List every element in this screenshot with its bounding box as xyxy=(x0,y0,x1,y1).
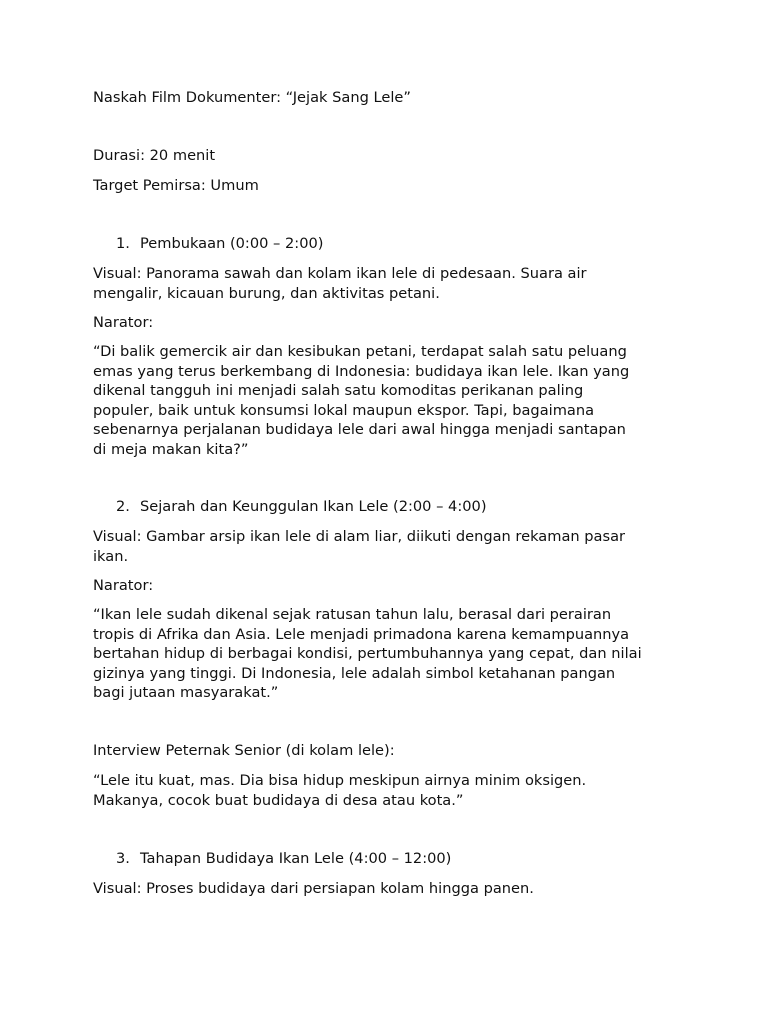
interview-line: Makanya, cocok buat budidaya di desa atau kota.” xyxy=(93,791,464,809)
visual-line: Visual: Gambar arsip ikan lele di alam liar, diikuti dengan rekaman pasar xyxy=(93,528,626,545)
visual-line: Visual: Proses budidaya dari persiapan kolam hingga panen. xyxy=(93,880,534,897)
interview-line: “Lele itu kuat, mas. Dia bisa hidup meskipun airnya minim oksigen. xyxy=(93,772,587,789)
narration-line: gizinya yang tinggi. Di Indonesia, lele adalah simbol ketahanan pangan xyxy=(93,664,616,682)
narration-line: “Di balik gemercik air dan kesibukan petani, terdapat salah satu peluang xyxy=(93,343,627,360)
narration-line: bagi jutaan masyarakat.” xyxy=(93,684,279,701)
interview-label: Interview Peternak Senior (di kolam lele): xyxy=(93,742,395,759)
visual-line: Visual: Panorama sawah dan kolam ikan lele di pedesaan. Suara air xyxy=(93,265,587,282)
section-1-title: Pembukaan (0:00 – 2:00) xyxy=(140,235,324,252)
section-2-visual xyxy=(93,527,683,566)
section-2-narration xyxy=(93,605,683,703)
narration-line: sebenarnya perjalanan budidaya lele dari awal hingga menjadi santapan xyxy=(93,421,626,438)
narration-line: “Ikan lele sudah dikenal sejak ratusan tahun lalu, berasal dari perairan xyxy=(93,606,612,623)
section-3-number: 3. xyxy=(116,850,130,867)
narration-line: tropis di Afrika dan Asia. Lele menjadi primadona karena kemampuannya xyxy=(93,625,630,643)
narration-line: emas yang terus berkembang di Indonesia: budidaya ikan lele. Ikan yang xyxy=(93,362,630,380)
section-1-narration xyxy=(93,342,683,459)
narration-line: populer, baik untuk konsumsi lokal maupun ekspor. Tapi, bagaimana xyxy=(93,401,595,419)
section-2-title: Sejarah dan Keunggulan Ikan Lele (2:00 – 4:00) xyxy=(140,498,487,515)
section-3-title: Tahapan Budidaya Ikan Lele (4:00 – 12:00) xyxy=(140,850,452,867)
section-3-heading xyxy=(116,849,451,869)
section-2-number: 2. xyxy=(116,498,130,515)
section-1-heading xyxy=(116,234,323,254)
duration-text: Durasi: 20 menit xyxy=(93,147,216,164)
visual-line: mengalir, kicauan burung, dan aktivitas petani. xyxy=(93,284,440,302)
visual-line: ikan. xyxy=(93,547,129,565)
narration-line: bertahan hidup di berbagai kondisi, pertumbuhannya yang cepat, dan nilai xyxy=(93,645,642,662)
interview-quote xyxy=(93,771,683,810)
section-1-narrator-label: Narator: xyxy=(93,314,154,331)
narration-line: di meja makan kita?” xyxy=(93,440,249,458)
section-3-visual xyxy=(93,879,683,899)
document-title: Naskah Film Dokumenter: “Jejak Sang Lele” xyxy=(93,89,411,106)
narration-line: dikenal tangguh ini menjadi salah satu komoditas perikanan paling xyxy=(93,382,584,399)
section-1-visual xyxy=(93,264,683,303)
section-2-heading xyxy=(116,497,487,517)
section-1-number: 1. xyxy=(116,235,130,252)
audience-text: Target Pemirsa: Umum xyxy=(93,177,259,194)
section-2-narrator-label: Narator: xyxy=(93,577,154,594)
